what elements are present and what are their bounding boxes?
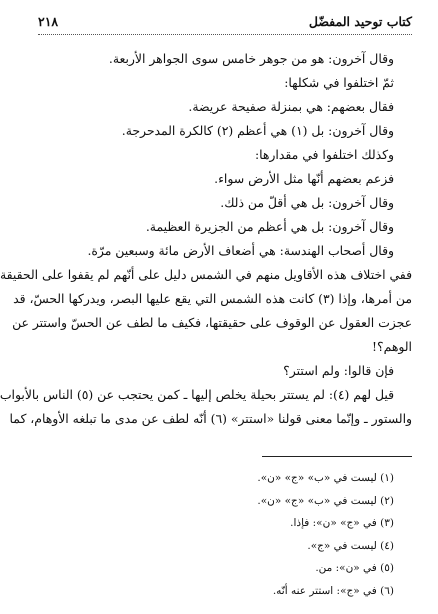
footnote: (٢) ليست في «ب» «ج» «ن». <box>257 494 394 507</box>
footnote: (٣) في «ج» «ن»: فإذا. <box>290 517 394 530</box>
text-line: وقال آخرون: بل (١) هي أعظم (٢) كالكرة المدحرجة. <box>121 123 394 138</box>
text-line: وقال آخرون: هو من جوهر خامس سوى الجواهر الأربعة. <box>108 51 394 66</box>
text-line: وقال آخرون: بل هي أعظم من الجزيرة العظيمة. <box>145 219 394 234</box>
book-title: كتاب توحيد المفضّل <box>308 13 412 29</box>
footnotes <box>38 467 412 603</box>
footnote: (٤) ليست في «ج». <box>307 539 394 552</box>
text-line: وكذلك اختلفوا في مقدارها: <box>254 147 394 162</box>
text-line: فقال بعضهم: هي بمنزلة صفيحة عريضة. <box>188 99 394 114</box>
footnote-divider <box>262 456 412 457</box>
page-number: ٢١٨ <box>38 13 59 29</box>
text-line: ففي اختلاف هذه الأقاويل منهم في الشمس دليل على أنّهم لم يقفوا على الحقيقة <box>0 267 412 282</box>
footnote: (٦) في «ج»: استتر عنه أنّه. <box>272 584 394 597</box>
text-line: قيل لهم (٤): لم يستتر بحيلة يخلص إليها ـ كمن يحتجب عن (٥) الناس بالأبواب <box>0 387 394 402</box>
footnote: (١) ليست في «ب» «ج» «ن». <box>257 472 394 484</box>
text-line: وقال أصحاب الهندسة: هي أضعاف الأرض مائة وسبعين مرّة. <box>87 243 394 258</box>
text-line: والستور ـ وإنّما معنى قولنا «استتر» (٦) أنّه لطف عن مدى ما تبلغه الأوهام، كما <box>9 411 412 426</box>
text-line: فزعم بعضهم أنّها مثل الأرض سواء. <box>214 171 394 186</box>
text-line: فإن قالوا: ولم استتر؟ <box>283 363 394 378</box>
running-header <box>38 8 412 35</box>
text-line: الوهم؟! <box>372 339 412 354</box>
text-line: عجزت العقول عن الوقوف على حقيقتها، فكيف ما لطف عن الحسّ واستتر عن <box>12 315 412 330</box>
text-line: وقال آخرون: بل هي أقلّ من ذلك. <box>220 195 394 210</box>
text-line: من أمرها، وإذا (٣) كانت هذه الشمس التي يقع عليها البصر، ويدركها الحسّ، قد <box>13 291 412 306</box>
main-text <box>0 47 412 431</box>
text-line: ثمّ اختلفوا في شكلها: <box>284 75 394 90</box>
book-page <box>0 8 412 606</box>
footnote: (٥) في «ن»: من. <box>315 562 394 575</box>
